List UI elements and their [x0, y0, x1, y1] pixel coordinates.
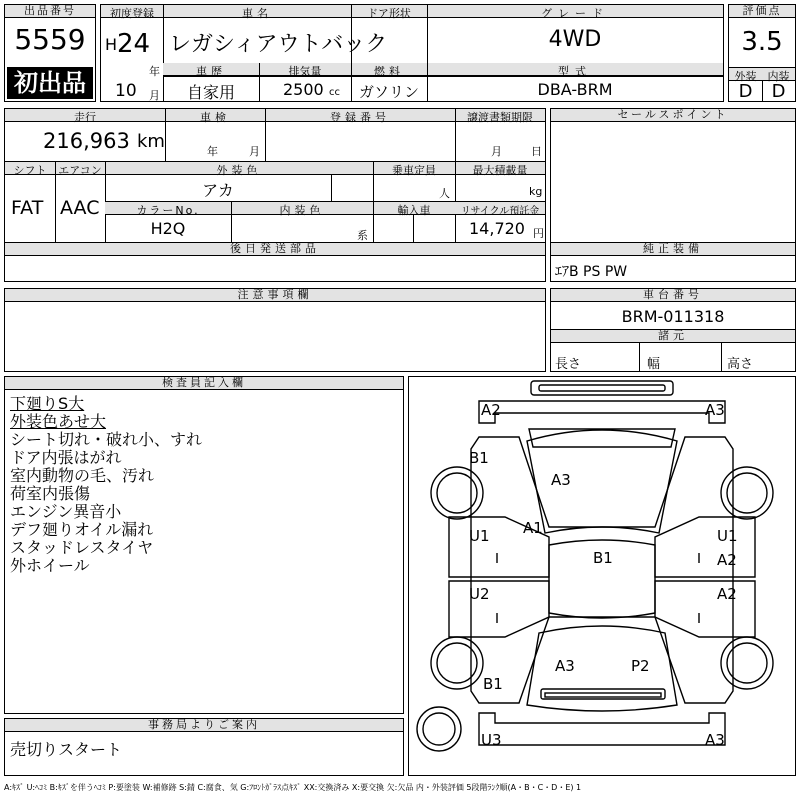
- mark-rear-glass: A3: [555, 657, 575, 675]
- inspector-note: 下廻りS大: [10, 394, 85, 413]
- history-label: 車歴: [196, 65, 226, 78]
- interior-label: 内装色: [279, 204, 325, 217]
- mileage-unit: km: [137, 131, 165, 152]
- regno-label: 登録番号: [330, 111, 390, 124]
- history: 自家用: [186, 83, 235, 102]
- vehicle-header: [100, 4, 724, 102]
- door-label: ドア形状: [367, 7, 411, 20]
- mark-right-front-door: U1: [717, 527, 738, 545]
- reg-month: 10: [115, 81, 137, 101]
- car-outline: [409, 377, 795, 775]
- mileage: 216,963: [43, 129, 130, 153]
- inspector-note: スタッドレスタイヤ: [10, 538, 154, 557]
- model-label: 型式: [558, 65, 592, 78]
- car-diagram: [408, 376, 796, 776]
- first-listing-badge: 初出品: [7, 67, 93, 99]
- length-label: 長さ: [555, 357, 582, 372]
- displacement: 2500: [283, 80, 324, 99]
- details-block: [4, 108, 546, 244]
- mark-right-front-door-2: A2: [717, 551, 737, 569]
- inspector-note: 外装色あせ大: [10, 412, 107, 431]
- mark-trunk: P2: [631, 657, 650, 675]
- mark-windshield: A1: [523, 519, 543, 537]
- sales-point-label: セールスポイント: [551, 109, 795, 122]
- mark-front-left: A2: [481, 401, 501, 419]
- later-parts-box: [4, 242, 546, 282]
- recycle-label: リサイクル預託金: [460, 206, 540, 217]
- office-box: [4, 718, 404, 776]
- score-label: 評価点: [729, 5, 795, 18]
- mark-rear-right: A3: [705, 731, 725, 749]
- score-box: [728, 4, 796, 102]
- grade-label: グレード: [541, 7, 609, 20]
- insp-month-unit: 月: [249, 145, 260, 158]
- equipment-label: 純正装備: [551, 243, 795, 256]
- displacement-label: 排気量: [288, 65, 322, 78]
- mark-left-rear-fender: B1: [483, 675, 503, 693]
- mark-left-fender: B1: [469, 449, 489, 467]
- capacity-label: 乗車定員: [392, 164, 436, 177]
- ext-label: 外装: [734, 70, 757, 83]
- specs-label: 諸元: [551, 330, 795, 343]
- year-unit: 年: [149, 65, 160, 78]
- reg-label: 初度登録: [110, 7, 154, 20]
- equipment-box: [550, 242, 796, 282]
- color-label: 外装色: [216, 164, 262, 177]
- lot-label: 出品番号: [5, 5, 95, 18]
- inspector-box: [4, 376, 404, 714]
- maxload-unit: kg: [529, 185, 543, 198]
- name-label: 車名: [242, 7, 272, 20]
- height-label: 高さ: [727, 357, 754, 372]
- ext-grade: D: [738, 81, 753, 102]
- mark-roof: B1: [593, 549, 613, 567]
- legend: A:ｷｽﾞ U:ﾍｺﾐ B:ｷｽﾞを伴うﾍｺﾐ P:要塗装 W:補修跡 S:錆 C:腐食、気 G:ﾌﾛﾝﾄｶﾞﾗｽ点ｷｽﾞ XX:交換済み X:要交換 欠:欠品 内・外装評価 5段階ﾗﾝｸ順(A・B・C・D・E) 1: [4, 783, 582, 792]
- interior-unit: 系: [357, 229, 368, 242]
- aircon: AAC: [60, 197, 100, 219]
- car-name: レガシィアウトバック: [169, 32, 388, 57]
- import-label: 輸入車: [397, 204, 431, 217]
- chassis-number: BRM-011318: [621, 307, 725, 326]
- reg-year: 24: [117, 29, 151, 59]
- insp-year-unit: 年: [207, 145, 218, 158]
- later-parts-label: 後日発送部品: [5, 243, 545, 256]
- lot-number: 5559: [14, 23, 86, 56]
- int-label: 内装: [767, 70, 790, 83]
- colorno-label: カラーNo.: [136, 204, 200, 217]
- fuel: ガソリン: [358, 83, 419, 101]
- mark-front-right: A3: [705, 401, 725, 419]
- fuel-label: 燃料: [374, 65, 404, 78]
- shift-label: シフト: [13, 164, 47, 177]
- transfer-month-unit: 月: [491, 145, 502, 158]
- displacement-unit: cc: [329, 87, 340, 98]
- model: DBA-BRM: [537, 80, 613, 99]
- colorno: H2Q: [150, 219, 186, 238]
- score: 3.5: [741, 27, 783, 57]
- caution-label: 注意事項欄: [5, 289, 545, 302]
- grade: 4WD: [548, 27, 602, 52]
- inspector-note: 室内動物の毛、汚れ: [10, 466, 155, 485]
- mark-left-front-door: U1: [469, 527, 490, 545]
- inspector-note: デフ廻りオイル漏れ: [10, 520, 154, 539]
- month-unit: 月: [149, 89, 160, 102]
- mileage-label: 走行: [74, 111, 96, 124]
- int-grade: D: [771, 81, 786, 102]
- transfer-day-unit: 日: [531, 145, 542, 158]
- maxload-label: 最大積載量: [472, 164, 528, 177]
- recycle-unit: 円: [533, 227, 544, 240]
- inspector-note: エンジン異音小: [10, 502, 122, 521]
- transfer-label: 譲渡書類期限: [467, 111, 533, 124]
- sales-point-box: [550, 108, 796, 244]
- color: アカ: [202, 181, 234, 200]
- inspector-note: ドア内張はがれ: [10, 448, 122, 467]
- inspection-label: 車検: [200, 111, 230, 124]
- inspector-note: 荷室内張傷: [10, 484, 91, 503]
- inspector-note: 外ホイール: [10, 556, 90, 575]
- mark-rear-left: U3: [481, 731, 502, 749]
- chassis-box: [550, 288, 796, 372]
- office-note: 売切りスタート: [10, 740, 123, 759]
- chassis-label: 車台番号: [551, 289, 795, 302]
- reg-era: H: [105, 35, 118, 54]
- mark-hood: A3: [551, 471, 571, 489]
- mark-right-rear-door: A2: [717, 585, 737, 603]
- shift: FAT: [11, 197, 44, 219]
- capacity-unit: 人: [439, 187, 450, 200]
- caution-box: [4, 288, 546, 372]
- inspector-label: 検査員記入欄: [5, 377, 403, 390]
- office-label: 事務局よりご案内: [5, 719, 403, 732]
- inspector-note: シート切れ・破れ小、すれ: [10, 430, 203, 449]
- recycle: 14,720: [469, 219, 525, 238]
- equipment: ｴｱB PS PW: [555, 264, 628, 280]
- lot-number-box: [4, 4, 96, 102]
- aircon-label: エアコン: [58, 164, 102, 177]
- width-label: 幅: [647, 357, 661, 372]
- mark-left-rear-door: U2: [469, 585, 490, 603]
